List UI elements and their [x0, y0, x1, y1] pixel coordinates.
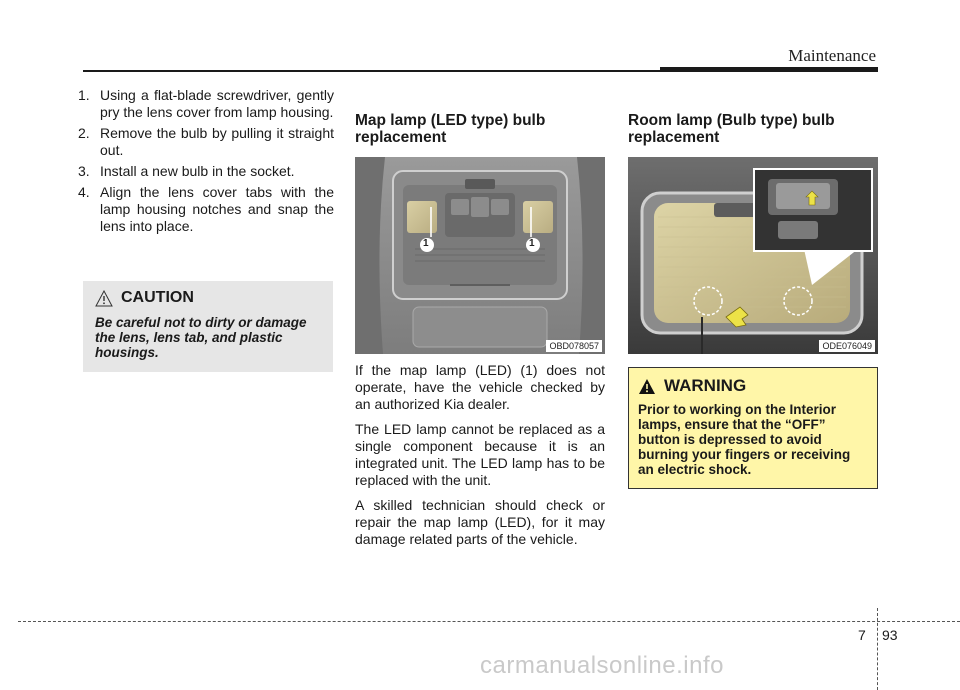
step-text: Using a flat-blade screwdriver, gently pry the lens cover from lamp housing. — [100, 87, 334, 120]
step-number: 1. — [78, 87, 90, 103]
step-item — [78, 87, 334, 121]
caution-header — [95, 289, 325, 307]
instruction-steps — [78, 87, 334, 239]
watermark-text: carmanualsonline.info — [480, 652, 724, 679]
warning-triangle-icon — [638, 378, 656, 395]
image-code: ODE076049 — [819, 340, 875, 352]
room-lamp-image — [628, 157, 878, 354]
callout-1-left: 1 — [423, 238, 429, 249]
step-text: Align the lens cover tabs with the lamp housing notches and snap the lens into place. — [100, 184, 334, 234]
header-rule — [83, 70, 661, 72]
step-item — [78, 163, 334, 180]
image-code: OBD078057 — [546, 340, 602, 352]
page-number: 93 — [882, 627, 898, 643]
room-lamp-heading: Room lamp (Bulb type) bulb replacement — [628, 112, 835, 146]
step-number: 4. — [78, 184, 90, 200]
caution-text: Be careful not to dirty or damage the lens, lens tab, and plastic housings. — [95, 315, 307, 360]
step-item — [78, 184, 334, 235]
map-lamp-image — [355, 157, 605, 354]
warning-title: WARNING — [664, 376, 747, 395]
paragraph: The LED lamp cannot be replaced as a single component because it is an integrated unit. The LED lamp has to be replaced with the unit. — [355, 421, 605, 488]
step-text: Remove the bulb by pulling it straight out. — [100, 125, 334, 158]
caution-title: CAUTION — [121, 289, 194, 306]
step-item — [78, 125, 334, 159]
step-number: 2. — [78, 125, 90, 141]
header-bar — [660, 67, 878, 72]
warning-text: Prior to working on the Interior lamps, ensure that the “OFF” button is depressed to avoid burning your fingers or receiving an electric shock. — [638, 402, 851, 477]
map-lamp-heading: Map lamp (LED type) bulb replacement — [355, 112, 546, 146]
paragraph: If the map lamp (LED) (1) does not operate, have the vehicle checked by an authorized Kia dealer. — [355, 362, 605, 412]
chapter-number: 7 — [858, 627, 866, 643]
footer-rule — [18, 621, 960, 622]
section-title: Maintenance — [788, 46, 876, 65]
caution-box — [83, 281, 333, 372]
warning-box — [628, 367, 878, 489]
footer-divider — [877, 608, 878, 690]
warning-header — [638, 376, 869, 396]
step-text: Install a new bulb in the socket. — [100, 163, 295, 179]
paragraph: A skilled technician should check or repair the map lamp (LED), for it may damage related parts of the vehicle. — [355, 497, 605, 547]
step-number: 3. — [78, 163, 90, 179]
caution-triangle-icon — [95, 290, 113, 307]
map-lamp-body — [355, 362, 605, 556]
callout-1-right: 1 — [529, 238, 535, 249]
